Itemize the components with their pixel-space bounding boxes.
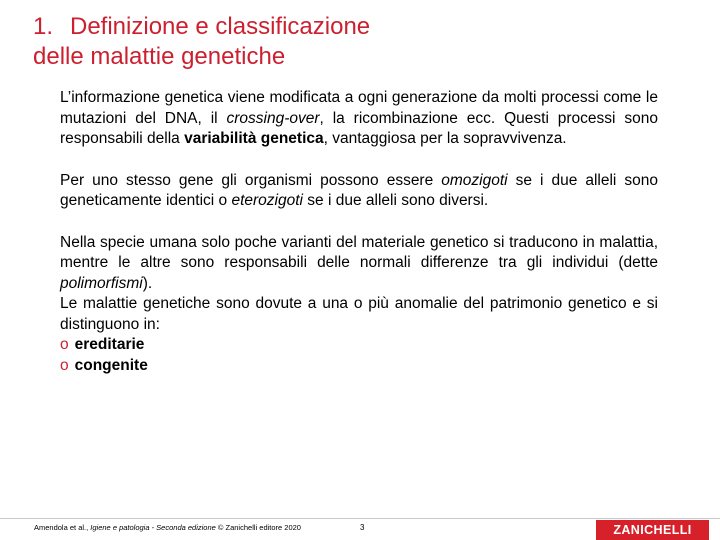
bullet-label: congenite <box>74 356 148 374</box>
text-run: , la ricombinazione ecc. Questi processi sono responsabili della <box>60 109 658 147</box>
text-run: , vantaggiosa per la sopravvivenza. <box>323 130 567 147</box>
text-run: ). <box>142 274 153 292</box>
zanichelli-logo: ZANICHELLI <box>596 520 709 540</box>
footer-divider <box>0 518 720 519</box>
footer-publisher: © Zanichelli editore 2020 <box>215 523 301 532</box>
bullet-marker: o <box>60 356 69 374</box>
footer-citation <box>34 523 301 532</box>
slide-title <box>33 12 370 72</box>
paragraph-classification: Le malattie genetiche sono dovute a una o più anomalie del patrimonio genetico e si distinguono in: <box>60 295 658 333</box>
paragraph-variability <box>60 88 658 150</box>
paragraph-variants <box>60 233 658 295</box>
slide-body <box>60 88 658 376</box>
list-item-ereditarie <box>60 335 658 356</box>
title-text-1: Definizione e classificazione <box>70 13 371 40</box>
text-run: Per uno stesso gene gli organismi possono essere <box>60 171 442 189</box>
paragraph-gap <box>60 212 658 233</box>
italic-term-crossing-over: crossing-over <box>226 109 320 127</box>
italic-term-omozigoti: omozigoti <box>441 171 508 189</box>
text-run: se i due alleli sono diversi. <box>302 192 489 209</box>
paragraph-gap <box>60 150 658 171</box>
italic-term-eterozigoti: eterozigoti <box>231 192 303 209</box>
title-number: 1. <box>33 13 54 40</box>
text-run: L’informazione genetica viene modificata a ogni generazione da molti processi come le mutazioni del DNA, il <box>60 89 658 127</box>
text-run: Nella specie umana solo poche varianti del materiale genetico si traducono in malattia, mentre le altre sono responsabili delle normali differenze tra gli individui (dette <box>60 233 658 271</box>
paragraph-zygosity <box>60 171 658 212</box>
bold-term-variability: variabilità genetica <box>184 130 324 147</box>
title-line-2: delle malattie genetiche <box>33 43 286 70</box>
page-number: 3 <box>360 523 365 532</box>
text-run: se i due alleli sono geneticamente identici o <box>60 171 658 209</box>
bullet-label: ereditarie <box>74 336 145 353</box>
footer-authors: Amendola et al., <box>34 523 91 532</box>
footer-book-title: Igiene e patologia - Seconda edizione <box>90 523 216 532</box>
italic-term-polimorfismi: polimorfismi <box>60 274 143 292</box>
bullet-marker: o <box>60 336 69 353</box>
list-item-congenite <box>60 356 658 377</box>
title-line-1 <box>33 12 370 42</box>
